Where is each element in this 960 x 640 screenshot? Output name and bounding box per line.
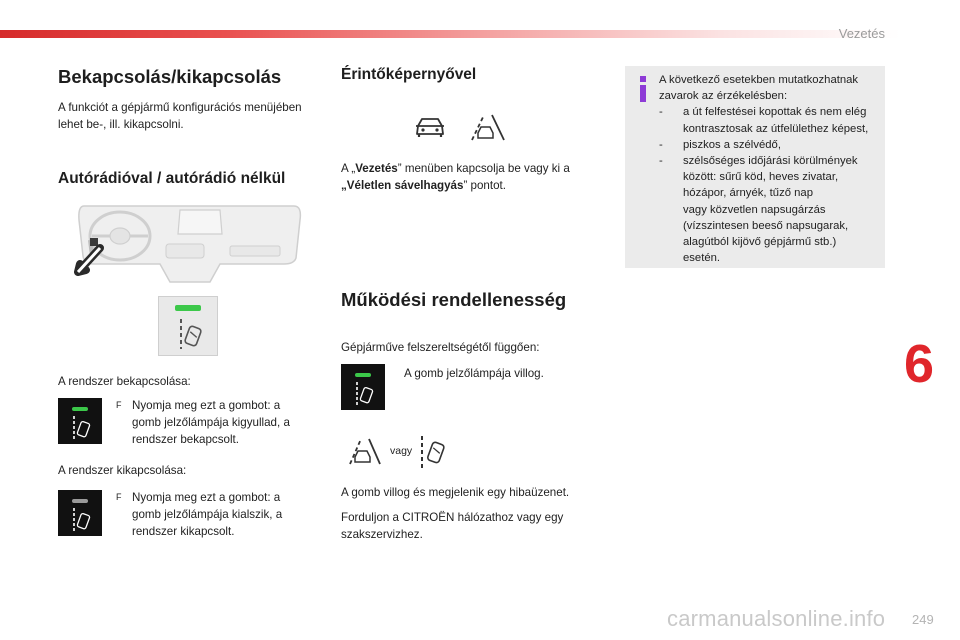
- note-item: - piszkos a szélvédő,: [659, 138, 781, 151]
- off-label: A rendszer kikapcsolása:: [58, 464, 187, 477]
- section-title-touchscreen: Érintőképernyővel: [341, 66, 477, 83]
- on-label: A rendszer bekapcsolása:: [58, 375, 191, 388]
- contact-text: Forduljon a CITROËN hálózathoz vagy egy szakszervizhez.: [341, 511, 564, 541]
- car-icon: [414, 116, 446, 138]
- lane-button-off[interactable]: [58, 490, 102, 536]
- lane-button-on[interactable]: [58, 398, 102, 444]
- chapter-number: 6: [904, 334, 935, 394]
- indicator-led-green: [355, 373, 371, 377]
- switch-panel-illustration: [158, 296, 218, 356]
- message-text: A gomb villog és megjelenik egy hibaüzenet.: [341, 486, 570, 499]
- lane-departure-icon: [353, 381, 375, 407]
- lane-departure-icon: [418, 435, 448, 469]
- bullet-marker: F: [116, 400, 122, 410]
- info-note-box: [625, 66, 885, 268]
- indicator-led-off: [72, 499, 88, 503]
- on-instruction: F Nyomja meg ezt a gombot: a gomb jelzőlámpája kigyullad, a rendszer bekapcsolt.: [116, 399, 290, 446]
- lane-departure-car-icon: [470, 113, 506, 141]
- section-title-switching: Bekapcsolás/kikapcsolás: [58, 66, 282, 87]
- section-title-malfunction: Működési rendellenesség: [341, 289, 567, 310]
- off-instruction: F Nyomja meg ezt a gombot: a gomb jelzőlámpája kialszik, a rendszer kikapcsolt.: [116, 491, 283, 538]
- lane-departure-car-icon: [348, 437, 382, 465]
- header-color-bar: [0, 30, 900, 38]
- menu-item-name: Véletlen sávelhagyás: [346, 179, 464, 192]
- info-note-text: A következő esetekben mutatkozhatnak zavarok az érzékelésben: - a út felfestései kopottak és nem elég kontrasztosak az útfelülethez képest, - piszkos a szélvédő, - szélsőséges időjárási körülmények között: sűrű köd, heves zivatar, hózápor, árnyék, tűző nap vagy közvetlen napsugárzás (vízszintesen beeső napsugarak, alagútból kijövő gépjármű stb.) esetén.: [659, 72, 881, 266]
- note-item: - a út felfestései kopottak és nem elég kontrasztosak az útfelülethez képest,: [659, 106, 869, 135]
- info-icon: [635, 76, 651, 102]
- menu-name: Vezetés: [355, 162, 398, 175]
- lane-departure-icon: [175, 317, 205, 351]
- intro-paragraph: A funkciót a gépjármű konfigurációs menüjében lehet be-, ill. kikapcsolni.: [58, 101, 302, 131]
- blink-text: A gomb jelzőlámpája villog.: [404, 367, 544, 380]
- lane-departure-icon: [70, 507, 92, 533]
- dashboard-illustration: [70, 200, 310, 290]
- section-title-radio: Autórádióval / autórádió nélkül: [58, 170, 286, 187]
- malfunction-intro: Gépjárműve felszereltségétől függően:: [341, 341, 540, 354]
- bullet-marker: F: [116, 492, 122, 502]
- chapter-title: Vezetés: [838, 26, 885, 41]
- indicator-led-green: [175, 305, 201, 311]
- lane-departure-icon: [70, 415, 92, 441]
- or-label: vagy: [390, 445, 413, 457]
- note-item: - szélsőséges időjárási körülmények között: sűrű köd, heves zivatar, hózápor, árnyék, tűző nap vagy közvetlen napsugárzás (vízszintesen beeső napsugarak, alagútból kijövő gépjármű stb.) esetén.: [659, 155, 858, 265]
- page-number: 249: [912, 612, 934, 627]
- lane-button-blinking[interactable]: [341, 364, 385, 410]
- watermark: carmanualsonline.info: [667, 606, 886, 631]
- touchscreen-instruction: A „Vezetés” menüben kapcsolja be vagy ki a „Véletlen sávelhagyás” pontot.: [341, 162, 570, 192]
- indicator-led-green: [72, 407, 88, 411]
